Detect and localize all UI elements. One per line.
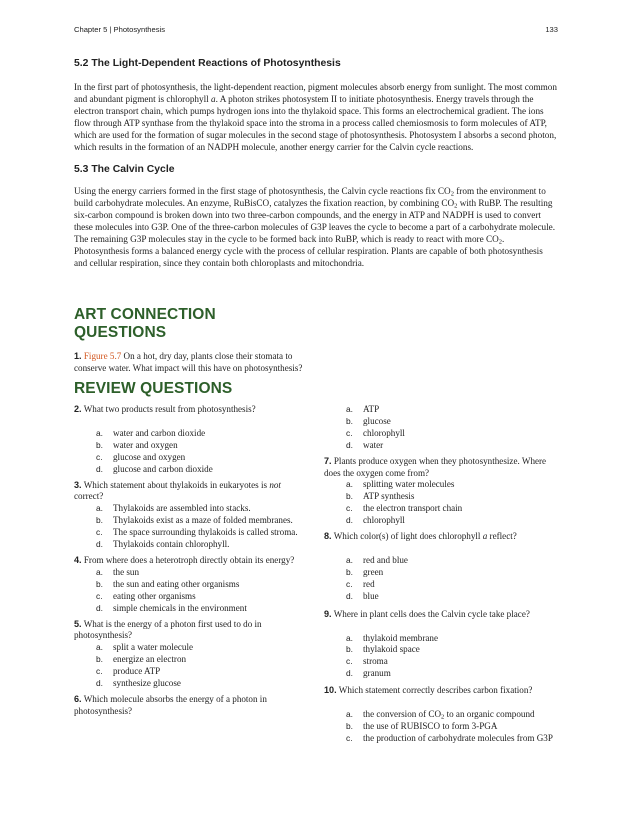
option-text: ATP synthesis — [363, 491, 415, 502]
option-text: Thylakoids contain chlorophyll. — [113, 539, 230, 550]
option-letter: a. — [346, 479, 353, 490]
option-letter: d. — [96, 463, 103, 474]
option-c — [324, 733, 558, 745]
question-text: Which statement about thylakoids in eukaryotes is — [81, 479, 270, 490]
option-letter: b. — [346, 644, 353, 655]
option-c — [74, 527, 306, 539]
question-text: Which color(s) of light does chlorophyll — [331, 531, 483, 542]
option-text: glucose and carbon dioxide — [113, 463, 213, 474]
option-b — [324, 721, 558, 733]
option-letter: a. — [96, 642, 103, 653]
option-letter: c. — [346, 656, 353, 667]
option-d — [74, 603, 306, 615]
option-text: the use of RUBISCO to form 3-PGA — [363, 720, 498, 731]
option-letter: a. — [346, 554, 353, 565]
option-letter: b. — [346, 491, 353, 502]
para-text: . A photon strikes photosystem II to initiate photosynthesis. Energy travels through the electron transport chain, which pumps hydrogen ions into the thylakoid space. This forms an electrochemical gradient. The ions flow through ATP synthase from the thylakoid space into the stroma in a process called chemiosmosis to form molecules of ATP, which are used for the formation of sugar molecules in the second stage of photosynthesis. Photosystem I absorbs a second photon, which results in the formation of an NADPH molecule, another energy carrier for the Calvin cycle reactions. — [74, 94, 557, 153]
option-text: glucose and oxygen — [113, 451, 186, 462]
option-letter: a. — [96, 427, 103, 438]
question-text: What is the energy of a photon first used to do in photosynthesis? — [74, 618, 262, 641]
para-text: from the environment to build carbohydrate molecules. An enzyme, RuBisCO, catalyzes the fixation reaction, by combining CO — [74, 185, 546, 208]
question-2 — [74, 404, 306, 416]
question-4 — [74, 555, 306, 567]
section-5-2-paragraph — [74, 81, 558, 154]
option-letter: c. — [96, 451, 103, 462]
para-italic: a — [211, 94, 216, 105]
option-b — [74, 654, 306, 666]
option-d — [324, 668, 558, 680]
question-10 — [324, 685, 558, 697]
question-number: 9. — [324, 608, 332, 619]
option-a — [324, 555, 558, 567]
option-text: The space surrounding thylakoids is called stroma. — [113, 527, 298, 538]
option-c — [74, 666, 306, 678]
option-letter: b. — [346, 415, 353, 426]
option-c — [74, 452, 306, 464]
option-text: the sun and eating other organisms — [113, 578, 240, 589]
option-letter: b. — [96, 654, 103, 665]
figure-5-7-link[interactable]: Figure 5.7 — [83, 351, 122, 361]
question-text: Plants produce oxygen when they photosynthesize. Where does the oxygen come from? — [324, 455, 547, 478]
option-b — [324, 491, 558, 503]
option-c — [324, 503, 558, 515]
option-letter: b. — [346, 566, 353, 577]
question-7-options — [324, 479, 558, 527]
option-text: energize an electron — [113, 654, 187, 665]
question-number: 10. — [324, 685, 337, 696]
subscript: 2 — [450, 190, 454, 198]
option-b — [74, 579, 306, 591]
option-letter: b. — [346, 720, 353, 731]
option-c — [74, 591, 306, 603]
option-b — [324, 644, 558, 656]
option-b — [324, 567, 558, 579]
review-right-column — [324, 404, 558, 745]
option-letter: a. — [96, 503, 103, 514]
option-letter: d. — [96, 678, 103, 689]
question-3 — [74, 480, 306, 504]
option-text: splitting water molecules — [363, 479, 455, 490]
option-text: Thylakoids exist as a maze of folded membranes. — [113, 515, 293, 526]
para-text: . Photosynthesis forms a balanced energy cycle with the process of cellular respiration. Plants are capable of both photosynthesis and cellular respiration, since they contain both chloroplasts and mitochondria. — [74, 233, 543, 269]
option-text: to an organic compound — [444, 709, 535, 720]
option-letter: c. — [96, 527, 103, 538]
option-letter: c. — [96, 590, 103, 601]
option-letter: b. — [96, 439, 103, 450]
question-italic: a — [482, 531, 488, 542]
option-text: chlorophyll — [363, 515, 405, 526]
review-left-column — [74, 404, 306, 718]
option-letter: a. — [346, 404, 353, 414]
review-questions-heading: REVIEW QUESTIONS — [74, 380, 233, 397]
option-letter: d. — [96, 539, 103, 550]
subscript: 2 — [454, 202, 458, 210]
option-c — [324, 579, 558, 591]
option-a — [74, 642, 306, 654]
option-d — [74, 678, 306, 690]
option-text: the conversion of CO — [363, 709, 442, 720]
option-a — [324, 709, 558, 721]
option-text: eating other organisms — [113, 590, 196, 601]
option-letter: b. — [96, 515, 103, 526]
option-d — [324, 440, 558, 452]
question-7 — [324, 456, 558, 480]
option-b — [74, 440, 306, 452]
option-text: produce ATP — [113, 666, 161, 677]
option-letter: a. — [346, 632, 353, 643]
question-italic: not — [269, 479, 281, 490]
subscript: 2 — [498, 238, 502, 246]
question-10-options — [324, 709, 558, 745]
question-text: reflect? — [487, 531, 517, 542]
running-header — [74, 25, 558, 34]
question-9-options — [324, 633, 558, 681]
option-d — [324, 591, 558, 603]
option-letter: d. — [346, 515, 353, 526]
option-a — [74, 428, 306, 440]
question-8-options — [324, 555, 558, 603]
chapter-title: Chapter 5 | Photosynthesis — [74, 25, 166, 34]
page-number: 133 — [545, 25, 558, 34]
question-9 — [324, 609, 558, 621]
option-a — [74, 567, 306, 579]
option-text: water — [363, 439, 384, 450]
option-c — [324, 428, 558, 440]
question-3-options — [74, 503, 306, 551]
option-text: red and blue — [363, 554, 408, 565]
option-text: red — [363, 578, 375, 589]
option-a — [324, 404, 558, 416]
option-a — [74, 503, 306, 515]
art-connection-section — [74, 306, 306, 375]
question-text: Which molecule absorbs the energy of a photon in photosynthesis? — [74, 693, 267, 716]
option-a — [324, 633, 558, 645]
para-text: Using the energy carriers formed in the first stage of photosynthesis, the Calvin cycle reactions fix CO — [74, 185, 451, 196]
option-text: synthesize glucose — [113, 678, 181, 689]
option-letter: d. — [96, 602, 103, 613]
option-letter: d. — [346, 668, 353, 679]
option-a — [324, 479, 558, 491]
main-content — [74, 58, 558, 269]
question-text: correct? — [74, 491, 104, 502]
option-letter: c. — [346, 427, 353, 438]
question-text: From where does a heterotroph directly obtain its energy? — [81, 554, 295, 565]
option-letter: d. — [346, 590, 353, 601]
option-text: the production of carbohydrate molecules from G3P — [363, 732, 553, 743]
option-c — [324, 656, 558, 668]
question-number: 1. — [74, 351, 82, 361]
option-text: simple chemicals in the environment — [113, 602, 247, 613]
option-text: the sun — [113, 566, 140, 577]
question-text: Which statement correctly describes carbon fixation? — [336, 685, 533, 696]
question-5-options — [74, 642, 306, 690]
option-text: green — [363, 566, 384, 577]
art-connection-heading: ART CONNECTION QUESTIONS — [74, 306, 216, 341]
option-letter: a. — [346, 709, 353, 720]
option-text: thylakoid membrane — [363, 632, 439, 643]
section-5-3-paragraph — [74, 185, 558, 270]
question-text: On a hot, dry day, plants close their stomata to conserve water. What impact will this have on photosynthesis? — [74, 351, 303, 373]
option-text: glucose — [363, 415, 391, 426]
question-1 — [74, 351, 306, 375]
option-d — [74, 464, 306, 476]
option-letter: a. — [96, 566, 103, 577]
option-text: granum — [363, 668, 391, 679]
option-text: thylakoid space — [363, 644, 420, 655]
question-number: 4. — [74, 554, 82, 565]
option-text: water and carbon dioxide — [113, 427, 206, 438]
option-text: chlorophyll — [363, 427, 405, 438]
option-text: the electron transport chain — [363, 503, 463, 514]
question-number: 3. — [74, 479, 82, 490]
option-text: split a water molecule — [113, 642, 194, 653]
question-5 — [74, 619, 306, 643]
question-number: 5. — [74, 618, 82, 629]
option-text: blue — [363, 590, 379, 601]
question-number: 7. — [324, 455, 332, 466]
option-letter: c. — [96, 666, 103, 677]
option-b — [324, 416, 558, 428]
option-letter: c. — [346, 732, 353, 743]
question-2-options — [74, 428, 306, 476]
question-4-options — [74, 567, 306, 615]
question-text: Where in plant cells does the Calvin cycle take place? — [331, 608, 530, 619]
section-5-3-title: 5.3 The Calvin Cycle — [74, 163, 175, 175]
option-d — [324, 515, 558, 527]
option-text: stroma — [363, 656, 388, 667]
section-5-2-title: 5.2 The Light-Dependent Reactions of Photosynthesis — [74, 58, 341, 69]
review-heading-wrap — [74, 380, 374, 398]
option-text: ATP — [363, 404, 380, 414]
option-letter: c. — [346, 578, 353, 589]
question-number: 2. — [74, 404, 82, 414]
question-number: 6. — [74, 693, 82, 704]
option-letter: b. — [96, 578, 103, 589]
question-6 — [74, 694, 306, 718]
question-6-options — [324, 404, 558, 452]
option-text: Thylakoids are assembled into stacks. — [113, 503, 251, 514]
option-d — [74, 539, 306, 551]
question-8 — [324, 531, 558, 543]
question-number: 8. — [324, 531, 332, 542]
para-text: In the first part of photosynthesis, the light-dependent reaction, pigment molecules absorb energy from sunlight. The most common and abundant pigment is chlorophyll — [74, 82, 557, 105]
question-text: What two products result from photosynthesis? — [81, 404, 256, 414]
option-letter: c. — [346, 503, 353, 514]
para-text: with RuBP. The resulting six-carbon compound is broken down into two three-carbon compounds, and the energy in ATP and NADPH is used to convert these molecules into G3P. One of the three-carbon molecules of G3P leaves the cycle to become a part of a carbohydrate molecule. The remaining G3P molecules stay in the cycle to be formed back into RuBP, which is ready to react with more CO — [74, 197, 556, 244]
option-b — [74, 515, 306, 527]
subscript: 2 — [441, 713, 445, 721]
option-letter: d. — [346, 439, 353, 450]
option-text: water and oxygen — [113, 439, 178, 450]
